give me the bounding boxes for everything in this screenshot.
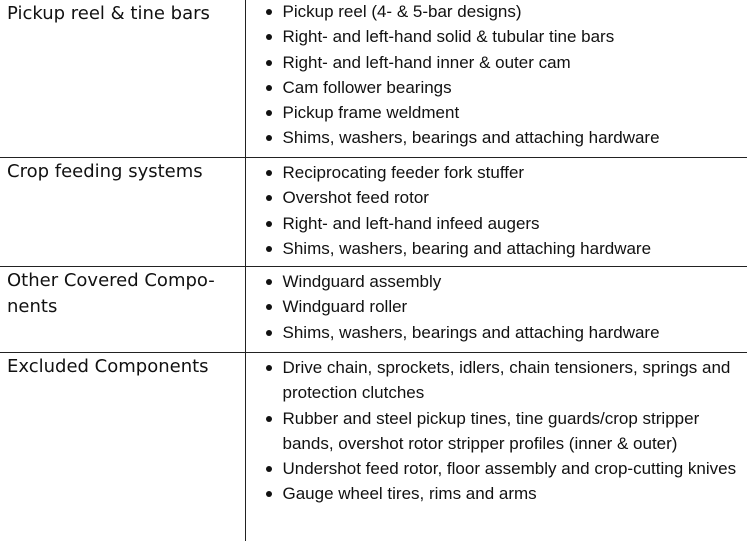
table-row — [0, 0, 747, 158]
table-row — [0, 158, 747, 267]
category-label: Crop feeding systems — [0, 158, 245, 267]
list-item: Pickup frame weldment — [283, 100, 748, 125]
category-label: Other Covered Compo-nents — [0, 267, 245, 353]
component-list-cell — [245, 353, 747, 542]
category-label: Excluded Components — [0, 353, 245, 542]
list-item: Right- and left-hand infeed augers — [283, 211, 748, 236]
table-row — [0, 353, 747, 542]
list-item: Cam follower bearings — [283, 75, 748, 100]
list-item: Windguard roller — [283, 294, 748, 319]
component-list — [246, 267, 748, 345]
list-item: Shims, washers, bearings and attaching hardware — [283, 320, 748, 345]
list-item: Right- and left-hand inner & outer cam — [283, 50, 748, 75]
list-item: Windguard assembly — [283, 269, 748, 294]
category-label: Pickup reel & tine bars — [0, 0, 245, 158]
list-item: Pickup reel (4- & 5-bar designs) — [283, 0, 748, 24]
list-item: Shims, washers, bearings and attaching hardware — [283, 125, 748, 150]
table-row — [0, 267, 747, 353]
component-list-cell — [245, 158, 747, 267]
component-list — [246, 353, 748, 507]
list-item: Right- and left-hand solid & tubular tine bars — [283, 24, 748, 49]
list-item: Rubber and steel pickup tines, tine guards/crop stripper bands, overshot rotor stripper profiles (inner & outer) — [283, 406, 748, 457]
component-list-cell — [245, 0, 747, 158]
list-item: Overshot feed rotor — [283, 185, 748, 210]
list-item: Drive chain, sprockets, idlers, chain tensioners, springs and protection clutches — [283, 355, 748, 406]
list-item: Undershot feed rotor, floor assembly and crop-cutting knives — [283, 456, 748, 481]
list-item: Gauge wheel tires, rims and arms — [283, 481, 748, 506]
list-item: Reciprocating feeder fork stuffer — [283, 160, 748, 185]
component-list — [246, 158, 748, 261]
component-list — [246, 0, 748, 151]
list-item: Shims, washers, bearing and attaching hardware — [283, 236, 748, 261]
component-list-cell — [245, 267, 747, 353]
